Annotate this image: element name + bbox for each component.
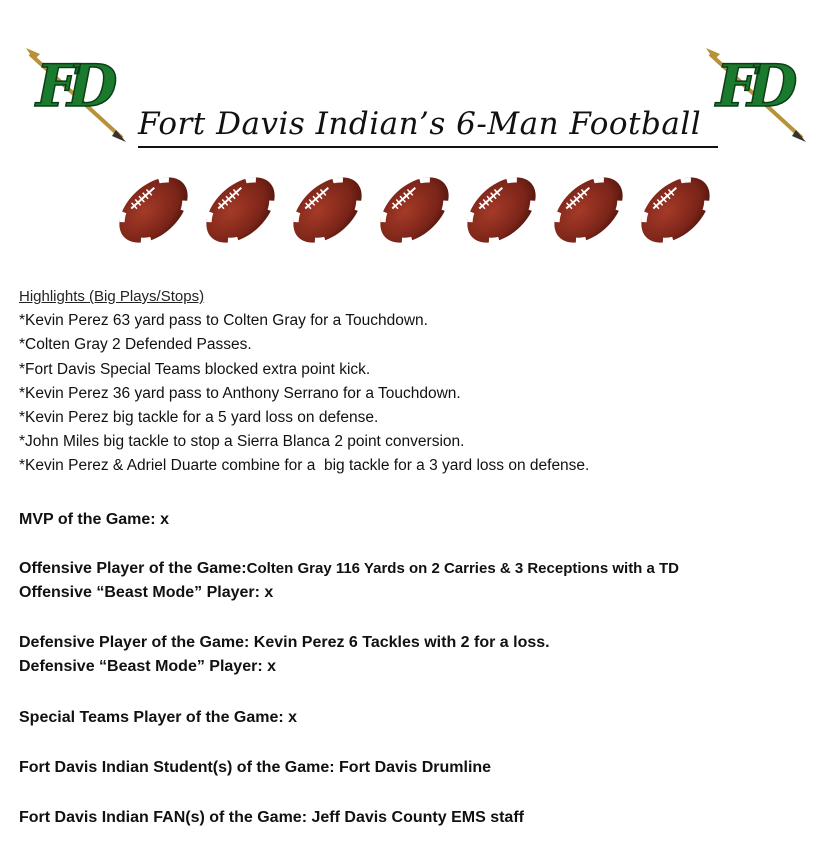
footballs-row [112, 168, 732, 252]
football-icon [199, 168, 282, 252]
highlight-item: *Fort Davis Special Teams blocked extra point kick. [19, 360, 371, 378]
award-fans [19, 806, 524, 830]
award-value: x [160, 511, 169, 528]
award-value: Jeff Davis County EMS staff [311, 809, 524, 826]
award-label: Defensive Player of the Game: [19, 634, 254, 651]
highlight-item: *John Miles big tackle to stop a Sierra Blanca 2 point conversion. [19, 433, 465, 451]
award-value: x [267, 658, 276, 675]
award-value: Fort Davis Drumline [339, 759, 492, 776]
football-icon [373, 168, 456, 252]
football-icon [634, 168, 717, 252]
award-offensive [19, 557, 679, 581]
football-icon [112, 168, 195, 252]
logo-letter-f: FD [36, 52, 108, 120]
award-value: x [264, 584, 274, 601]
highlights-heading: Highlights (Big Plays/Stops) [19, 288, 205, 305]
award-value: Kevin Perez 6 Tackles with 2 for a loss. [253, 634, 550, 651]
award-label: Defensive “Beast Mode” Player: [19, 658, 268, 675]
award-students [19, 756, 491, 780]
highlight-item: *Kevin Perez 36 yard pass to Anthony Serrano for a Touchdown. [19, 384, 461, 402]
award-mvp [19, 508, 169, 532]
football-icon [460, 168, 543, 252]
highlight-item: *Colten Gray 2 Defended Passes. [19, 336, 252, 354]
football-icon [547, 168, 630, 252]
award-label: Fort Davis Indian Student(s) of the Game: [19, 759, 340, 776]
award-offensive-beast [19, 581, 273, 605]
fd-logo-right [706, 46, 806, 142]
highlights-section [19, 285, 589, 479]
award-label: Fort Davis Indian FAN(s) of the Game: [19, 809, 312, 826]
award-value: Colten Gray 116 Yards on 2 Carries & 3 Receptions with a TD [246, 560, 680, 577]
award-label: MVP of the Game: [19, 511, 161, 528]
award-label: Offensive “Beast Mode” Player: [19, 584, 265, 601]
award-defensive-beast [19, 655, 276, 679]
award-special-teams [19, 706, 297, 730]
highlight-item: *Kevin Perez big tackle for a 5 yard loss on defense. [19, 409, 379, 427]
highlight-item: *Kevin Perez 63 yard pass to Colten Gray for a Touchdown. [19, 312, 428, 330]
award-label: Special Teams Player of the Game: [19, 709, 289, 726]
award-value: x [288, 709, 298, 726]
award-label: Offensive Player of the Game: [19, 560, 247, 577]
award-defensive [19, 631, 550, 655]
fd-logo-left [26, 46, 126, 142]
logo-letter-f: FD [716, 52, 788, 120]
highlight-item: *Kevin Perez & Adriel Duarte combine for a big tackle for a 3 yard loss on defense. [19, 457, 590, 475]
page-title: Fort Davis Indian’s 6-Man Football [138, 104, 718, 148]
football-icon [286, 168, 369, 252]
